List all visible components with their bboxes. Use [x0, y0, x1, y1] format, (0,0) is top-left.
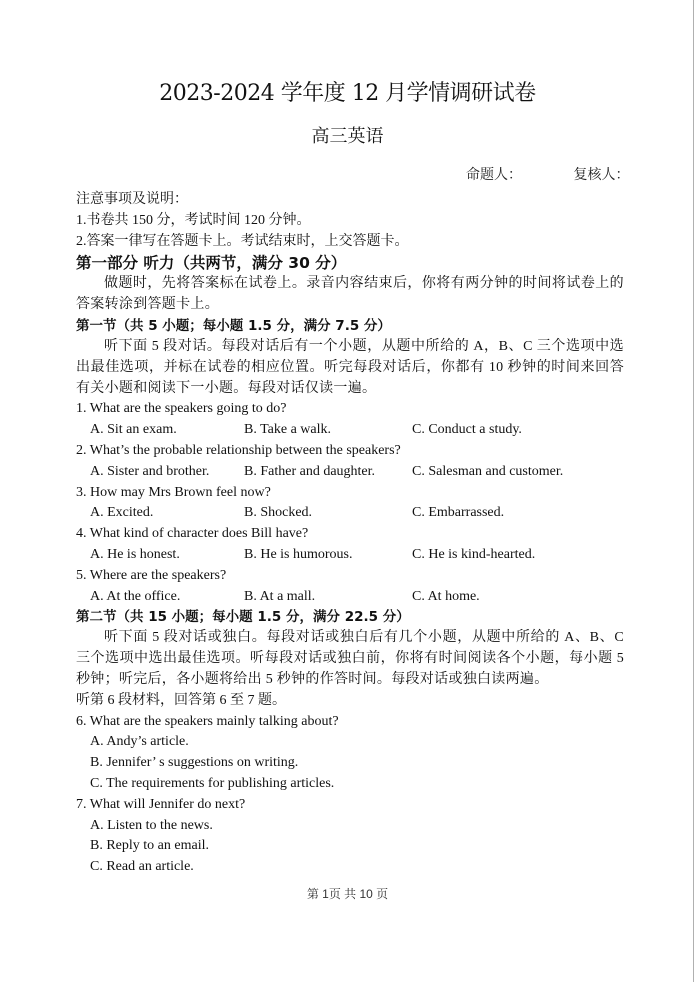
option-a: A. Sister and brother. — [90, 463, 210, 479]
question-1 — [76, 399, 624, 441]
page-indicator: 第 1页 共 10 页 — [306, 887, 389, 901]
option-b: B. Shocked. — [244, 505, 313, 521]
option-b: B. Jennifer’ s suggestions on writing. — [90, 755, 299, 771]
options-row — [76, 503, 624, 524]
option-b: B. He is humorous. — [244, 546, 353, 562]
question-5 — [76, 566, 624, 608]
note-item: 1.书卷共 150 分，考试时间 120 分钟。 — [76, 212, 311, 228]
note-item: 2.答案一律写在答题卡上。考试结束时，上交答题卡。 — [76, 233, 409, 249]
exam-subtitle: 高三英语 — [311, 126, 384, 147]
question-stem: 2. What’s the probable relationship between the speakers? — [76, 442, 401, 458]
option-b: B. Father and daughter. — [244, 463, 376, 479]
option-b: B. At a mall. — [244, 588, 316, 604]
question-stem: 5. Where are the speakers? — [76, 567, 227, 583]
part1-heading: 第一部分 听力（共两节，满分 30 分） — [76, 254, 347, 273]
question-6 — [76, 712, 624, 795]
options-row — [76, 587, 624, 608]
question-stem: 4. What kind of character does Bill have? — [76, 526, 309, 542]
option-a: A. Sit an exam. — [90, 422, 177, 438]
question-stem: 1. What are the speakers going to do? — [76, 401, 287, 417]
section2-heading: 第二节（共 15 小题；每小题 1.5 分，满分 22.5 分） — [76, 609, 410, 626]
option-a: A. Excited. — [90, 505, 154, 521]
exam-body — [76, 190, 624, 878]
option-c: C. Read an article. — [90, 859, 194, 875]
options-row — [76, 462, 624, 483]
question-3 — [76, 483, 624, 525]
signers-row — [466, 164, 630, 184]
option-c: C. He is kind-hearted. — [412, 546, 536, 562]
question-7 — [76, 795, 624, 878]
option-c: C. At home. — [412, 588, 480, 604]
section1-instructions: 听下面 5 段对话。每段对话后有一个小题，从题中所给的 A，B、C 三个选项中选出最佳选项，并标在试卷的相应位置。听完每段对话后，你都有 10 秒钟的时间来回答有关小题和阅读下一小题。每段对话仅读一遍。 — [76, 338, 624, 396]
options-row — [76, 545, 624, 566]
option-b: B. Take a walk. — [244, 422, 332, 438]
notes-heading: 注意事项及说明： — [76, 192, 188, 207]
option-a: A. At the office. — [90, 588, 181, 604]
part1-instructions: 做题时，先将答案标在试卷上。录音内容结束后，你将有两分钟的时间将试卷上的答案转涂到答题卡上。 — [76, 276, 624, 313]
setter-label: 命题人： — [466, 168, 522, 183]
option-c: C. Conduct a study. — [412, 422, 522, 438]
option-a: A. Listen to the news. — [90, 817, 213, 833]
reviewer-label: 复核人： — [573, 168, 630, 183]
options-row — [76, 420, 624, 441]
material-note: 听第 6 段材料，回答第 6 至 7 题。 — [76, 692, 286, 708]
option-b: B. Reply to an email. — [90, 838, 209, 854]
exam-title: 2023-2024 学年度 12 月学情调研试卷 — [159, 81, 536, 106]
question-stem: 3. How may Mrs Brown feel now? — [76, 484, 271, 500]
question-2 — [76, 441, 624, 483]
question-stem: 7. What will Jennifer do next? — [76, 796, 246, 812]
option-c: C. Embarrassed. — [412, 505, 505, 521]
option-c: C. The requirements for publishing articles. — [90, 775, 335, 791]
section1-heading: 第一节（共 5 小题；每小题 1.5 分，满分 7.5 分） — [76, 317, 391, 334]
question-stem: 6. What are the speakers mainly talking about? — [76, 713, 339, 729]
option-a: A. Andy’s article. — [90, 734, 189, 750]
question-4 — [76, 524, 624, 566]
option-a: A. He is honest. — [90, 546, 180, 562]
section2-instructions: 听下面 5 段对话或独白。每段对话或独白后有几个小题，从题中所给的 A、B、C 三个选项中选出最佳选项。听每段对话或独白前，你将有时间阅读各个小题，每小题 5 秒钟；听完后，各小题将给出 5 秒钟的作答时间。每段对话或独白读两遍。 — [76, 630, 624, 687]
option-c: C. Salesman and customer. — [412, 463, 564, 479]
